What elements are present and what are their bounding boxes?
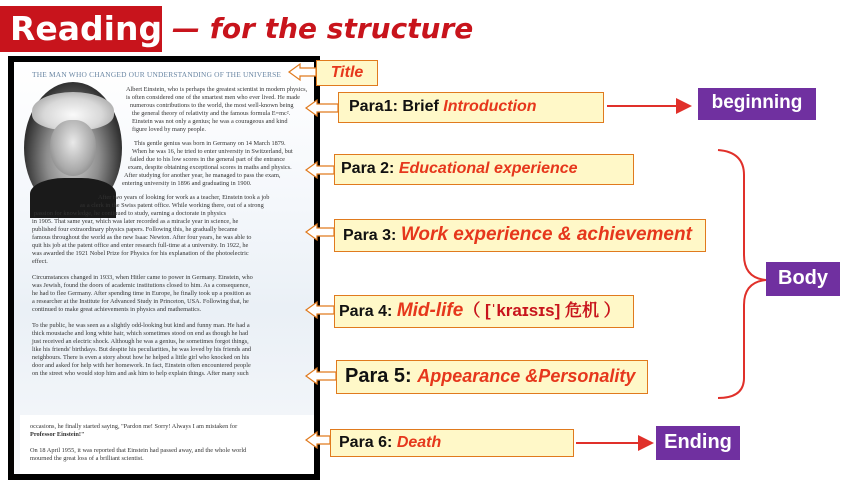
para5-line-2: thick moustache and long white hair, which sometimes stood on end as though he had [32,330,249,337]
para6-pointer-arrow [306,432,330,448]
body-brace [718,150,766,398]
para3-line-5: published four extraordinary physics papers. Following this, he gradually became [32,226,238,233]
para3-line-1: After two years of looking for work as a teacher, Einstein took a job [98,194,270,201]
label-para6: Para 6: Death [330,429,574,457]
para2-line-3: failed due to his low scores in the general part of the entrance [130,156,285,163]
para4-line-4: a researcher at the Institute for Advanced Study in Princeton, USA. Following that, he [32,298,249,305]
para5-line-3: just received an electric shock. Although he was a genius, he sometimes forgot things, [32,338,249,345]
para3-pointer-arrow [306,224,334,240]
para3-line-4: in 1905. That same year, which was later recorded as a miracle year in science, he [32,218,239,225]
para5-line-9: Professor Einstein!" [30,431,85,438]
para1-line-3: numerous contributions to the world, the most well-known being [130,102,294,109]
para5-line-4: like his friends' birthdays. But despite his peculiarities, he was loved by his friends and [32,346,252,353]
para6-line-2: mourned the great loss of a brilliant scientist. [30,455,144,462]
title-pointer-arrow [289,64,316,80]
slide-title: Reading [10,9,163,48]
para2-line-6: entering university in 1896 and graduating in 1900. [122,180,252,187]
para3-line-3: passion for knowledge, he continued to study, earning a doctorate in physics [34,210,227,217]
para1-line-5: Einstein was not only a genius; he was a courageous and kind [132,118,288,125]
slide-subtitle: — for the structure [172,12,474,45]
para2-line-2: When he was 16, he tried to enter university in Switzerland, but [132,148,293,155]
label-para2: Para 2: Educational experience [334,154,634,185]
para6-line-1: On 18 April 1955, it was reported that Einstein had passed away, and the whole world [30,447,247,454]
para1-line-1: Albert Einstein, who is perhaps the greatest scientist in modern physics, [126,86,308,93]
para1-line-2: is often considered one of the smartest men who ever lived. He made [126,94,300,101]
label-para3: Para 3: Work experience & achievement [334,219,706,252]
para4-line-3: he had to flee Germany. After spending time in Europe, he finally took up a position as [32,290,251,297]
para2-pointer-arrow [306,162,334,178]
label-title: Title [316,60,378,86]
para5-line-1: To the public, he was seen as a slightly odd-looking but kind and funny man. He had a [32,322,250,329]
label-para5: Para 5: Appearance &Personality [336,360,648,394]
label-para1: Para1: Brief Introduction [338,92,604,123]
para4-pointer-arrow [306,302,334,318]
tag-body: Body [766,262,840,296]
para5-line-8: occasions, he finally started saying, "Pardon me! Sorry! Always I am mistaken for [30,423,238,430]
para3-line-7: quit his job at the patent office and enter research full-time at a university. In 1922, he [32,242,249,249]
para1-line-6: figure loved by many people. [132,126,206,133]
para5-pointer-arrow [306,368,336,384]
para5-line-6: door and asked for help with her homework. In fact, Einstein often encountered people [32,362,251,369]
para3-line-8: was awarded the 1921 Nobel Prize for Physics for his explanation of the photoelectric [32,250,249,257]
crisis-phonetic: （ [ˈkraɪsɪs] 危机 ） [463,301,621,320]
para2-line-1: This gentle genius was born in Germany on 14 March 1879. [134,140,286,147]
para5-line-7: on the street who would stop him and ask him to help explain things. After many such [32,370,249,377]
article-title: THE MAN WHO CHANGED OUR UNDERSTANDING OF THE UNIVERSE [32,70,282,79]
para4-line-1: Circumstances changed in 1933, when Hitler came to power in Germany. Einstein, who [32,274,253,281]
tag-beginning: beginning [698,88,816,120]
para3-line-6: famous throughout the world as the new Isaac Newton. After four years, he was able to [32,234,252,241]
para4-line-5: continued to make great achievements in physics and mathematics. [32,306,202,313]
para5-line-5: neighbours. There is even a story about how he helped a little girl who knocked on his [32,354,250,361]
tag-ending: Ending [656,426,740,460]
label-para4: Para 4: Mid-life（ [ˈkraɪsɪs] 危机 ） [334,295,634,328]
para2-line-5: After studying for another year, he managed to pass the exam, [124,172,281,179]
para2-line-4: exam, despite obtaining exceptional scores in maths and physics. [128,164,292,171]
para4-line-2: was Jewish, found the doors of academic institutions closed to him. As a consequence, [32,282,250,289]
para3-line-9: effect. [32,258,48,265]
para1-line-4: the general theory of relativity and the famous formula E=mc². [132,110,291,117]
para3-line-2: as a clerk in the Swiss patent office. While working there, out of a strong [80,202,264,209]
para1-pointer-arrow [306,100,338,116]
